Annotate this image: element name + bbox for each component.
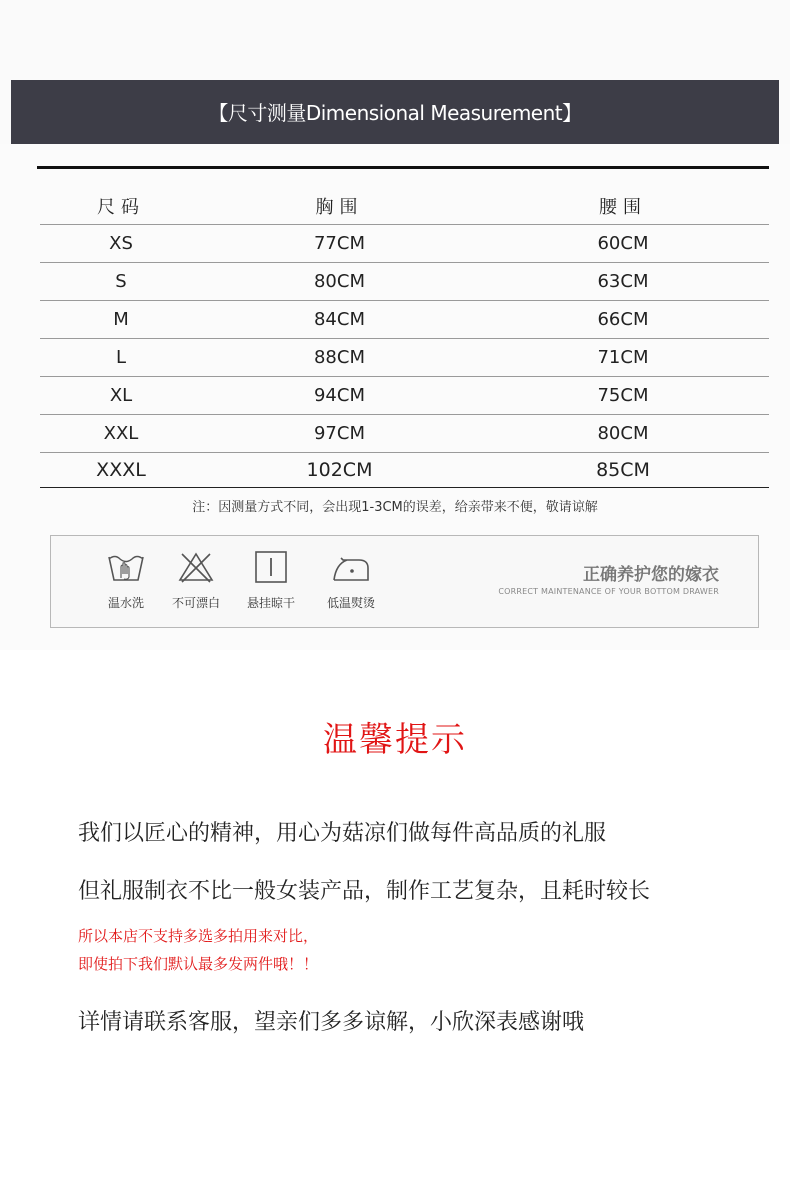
- waist-cell: 66CM: [477, 301, 769, 339]
- waist-cell: 60CM: [477, 225, 769, 263]
- chest-cell: 77CM: [202, 225, 477, 263]
- header-waist: 腰围: [477, 187, 769, 225]
- header-size: 尺码: [40, 187, 202, 225]
- chest-cell: 88CM: [202, 339, 477, 377]
- care-label: 低温熨烫: [326, 596, 375, 610]
- tips-title: 温馨提示: [323, 720, 467, 760]
- tips-line-1: 我们以匠心的精神，用心为菇凉们做每件高品质的礼服: [78, 821, 607, 846]
- tips-red-line-2: 即使拍下我们默认最多发两件哦！！: [78, 955, 319, 973]
- care-instructions-box: [50, 535, 759, 628]
- table-row: [40, 301, 769, 339]
- chest-cell: 84CM: [202, 301, 477, 339]
- care-item-hang-dry: [236, 550, 306, 611]
- waist-cell: 75CM: [477, 377, 769, 415]
- table-top-rule: [37, 166, 769, 169]
- waist-cell: 71CM: [477, 339, 769, 377]
- waist-cell: 80CM: [477, 415, 769, 453]
- table-row: [40, 453, 769, 488]
- chest-cell: 94CM: [202, 377, 477, 415]
- tips-line-2: 但礼服制衣不比一般女装产品，制作工艺复杂，且耗时较长: [78, 879, 651, 904]
- warm-wash-icon: [106, 550, 146, 584]
- chest-cell: 102CM: [202, 453, 477, 488]
- measurement-banner: [11, 80, 779, 144]
- size-cell: M: [40, 301, 202, 339]
- tips-red-line-1: 所以本店不支持多选多拍用来对比，: [78, 927, 319, 945]
- low-iron-icon: [331, 550, 371, 584]
- table-row: [40, 225, 769, 263]
- no-bleach-icon: [176, 550, 216, 584]
- table-row: [40, 263, 769, 301]
- size-table: [40, 187, 769, 488]
- chest-cell: 97CM: [202, 415, 477, 453]
- care-label: 温水洗: [107, 596, 144, 610]
- banner-title: 【尺寸测量Dimensional Measurement】: [208, 101, 582, 125]
- care-item-low-iron: [316, 550, 386, 611]
- size-cell: XL: [40, 377, 202, 415]
- hang-dry-icon: [251, 550, 291, 584]
- care-label: 悬挂晾干: [246, 596, 295, 610]
- size-cell: XXXL: [40, 453, 202, 488]
- measurement-note: 注：因测量方式不同，会出现1-3CM的误差，给亲带来不便，敬请谅解: [192, 500, 598, 515]
- care-item-no-bleach: [161, 550, 231, 611]
- table-row: [40, 339, 769, 377]
- waist-cell: 63CM: [477, 263, 769, 301]
- table-header-row: [40, 187, 769, 225]
- size-cell: L: [40, 339, 202, 377]
- table-row: [40, 415, 769, 453]
- care-subtitle: CORRECT MAINTENANCE OF YOUR BOTTOM DRAWER: [498, 587, 719, 596]
- tips-line-3: 详情请联系客服，望亲们多多谅解，小欣深表感谢哦: [78, 1010, 585, 1035]
- table-row: [40, 377, 769, 415]
- size-cell: XXL: [40, 415, 202, 453]
- waist-cell: 85CM: [477, 453, 769, 488]
- chest-cell: 80CM: [202, 263, 477, 301]
- size-cell: XS: [40, 225, 202, 263]
- care-title: 正确养护您的嫁衣: [583, 565, 719, 585]
- care-label: 不可漂白: [171, 596, 220, 610]
- size-cell: S: [40, 263, 202, 301]
- care-item-warm-wash: [91, 550, 161, 611]
- header-chest: 胸围: [202, 187, 477, 225]
